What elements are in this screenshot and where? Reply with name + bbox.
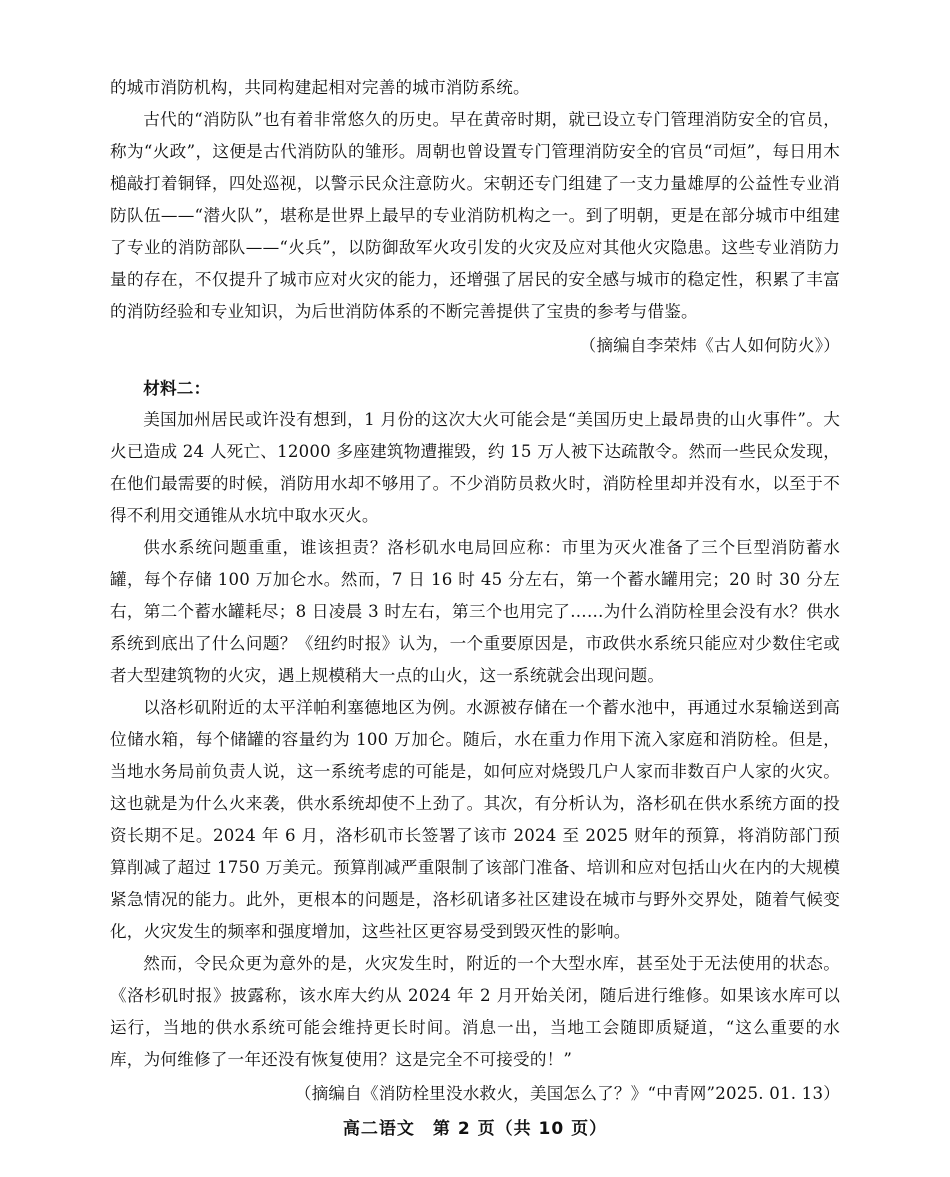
paragraph-continuation: 的城市消防机构，共同构建起相对完善的城市消防系统。 <box>110 78 530 97</box>
paragraph-pacific-palisades: 以洛杉矶附近的太平洋帕利塞德地区为例。水源被存储在一个蓄水池中，再通过水泵输送到高位储水箱，每个储罐的容量约为 100 万加仑。随后，水在重力作用下流入家庭和消防栓。但是，当地水务局前负责人说，这一系统考虑的可能是，如何应对烧毁几户人家而非数百户人家的火灾。这也就是为什么火来袭，供水系统却使不上劲了。其次，有分析认为，洛杉矶在供水系统方面的投资长期不足。2024 年 6 月，洛杉矶市长签署了该市 2024 至 2025 财年的预算，将消防部门预算削减了超过 1750 万美元。预算削减严重限制了该部门准备、培训和应对包括山火在内的大规模紧急情况的能力。此外，更根本的问题是，洛杉矶诸多社区建设在城市与野外交界处，随着气候变化，火灾发生的频率和强度增加，这些社区更容易受到毁灭性的影响。 <box>110 698 840 941</box>
paragraph-ancient-fire-brigades: 古代的“消防队”也有着非常悠久的历史。早在黄帝时期，就已设立专门管理消防安全的官员，称为“火政”，这便是古代消防队的雏形。周朝也曾设置专门管理消防安全的官员“司烜”，每日用木槌敲打着铜铎，四处巡视，以警示民众注意防火。宋朝还专门组建了一支力量雄厚的公益性专业消防队伍——“潜火队”，堪称是世界上最早的专业消防机构之一。到了明朝，更是在部分城市中组建了专业的消防部队——“火兵”，以防御敌军火攻引发的火灾及应对其他火灾隐患。这些专业消防力量的存在，不仅提升了城市应对火灾的能力，还增强了居民的安全感与城市的稳定性，积累了丰富的消防经验和专业知识，为后世消防体系的不断完善提供了宝贵的参考与借鉴。 <box>110 110 840 321</box>
document-body <box>110 72 840 1110</box>
paragraph-reservoir: 然而，令民众更为意外的是，火灾发生时，附近的一个大型水库，甚至处于无法使用的状态。《洛杉矶时报》披露称，该水库大约从 2024 年 2 月开始关闭，随后进行维修。如果该水库可以运行，当地的供水系统可能会维持更长时间。消息一出，当地工会随即质疑道，“这么重要的水库，为何维修了一年还没有恢复使用？这是完全不可接受的！” <box>110 954 840 1069</box>
page-footer: 高二语文 第 2 页（共 10 页） <box>342 1119 608 1139</box>
section-heading-material2: 材料二： <box>143 378 211 398</box>
source-citation-material2: （摘编自《消防栓里没水救火，美国怎么了？》“中青网”2025. 01. 13） <box>294 1084 840 1103</box>
source-citation-material1: （摘编自李荣炜《古人如何防火》） <box>579 336 840 355</box>
paragraph-water-supply: 供水系统问题重重，谁该担责？洛杉矶水电局回应称：市里为灭火准备了三个巨型消防蓄水罐，每个存储 100 万加仑水。然而，7 日 16 时 45 分左右，第一个蓄水罐用完；20 时 30 分左右，第二个蓄水罐耗尽；8 日凌晨 3 时左右，第三个也用完了……为什么消防栓里会没有水？供水系统到底出了什么问题？《纽约时报》认为，一个重要原因是，市政供水系统只能应对少数住宅或者大型建筑物的火灾，遇上规模稍大一点的山火，这一系统就会出现问题。 <box>110 538 840 685</box>
paragraph-california-fire: 美国加州居民或许没有想到，1 月份的这次大火可能会是“美国历史上最昂贵的山火事件”。大火已造成 24 人死亡、12000 多座建筑物遭摧毁，约 15 万人被下达疏散令。然而一些民众发现，在他们最需要的时候，消防用水却不够用了。不少消防员救火时，消防栓里却并没有水，以至于不得不利用交通锥从水坑中取水灭火。 <box>110 410 840 525</box>
